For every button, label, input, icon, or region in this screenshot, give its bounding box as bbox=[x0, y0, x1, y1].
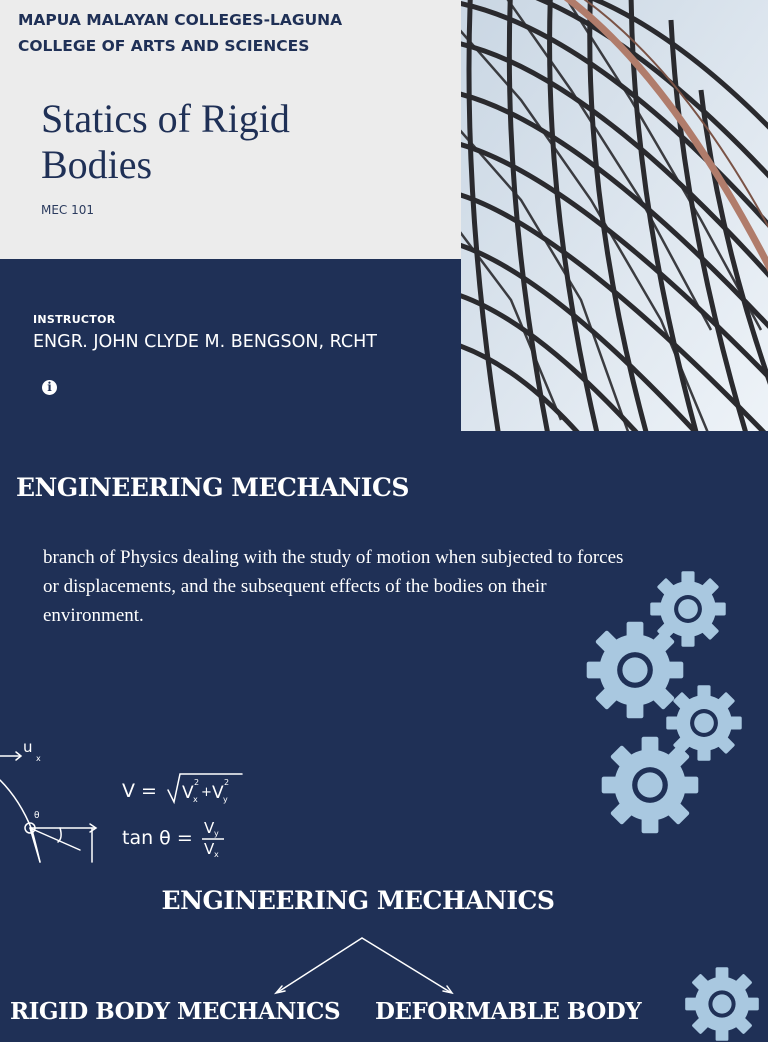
svg-text:+: + bbox=[201, 785, 212, 800]
instructor-name: ENGR. JOHN CLYDE M. BENGSON, RCHT bbox=[33, 332, 377, 352]
college-name bbox=[18, 7, 342, 59]
instructor-label: INSTRUCTOR bbox=[33, 313, 116, 326]
architecture-photo bbox=[461, 0, 768, 431]
info-icon[interactable]: i bbox=[42, 380, 57, 395]
formula-vector-label: u bbox=[23, 738, 33, 756]
gear-icon-bottom bbox=[680, 962, 760, 1042]
page-title bbox=[41, 96, 421, 188]
diagram-heading: ENGINEERING MECHANICS bbox=[161, 886, 555, 915]
college-line-2: COLLEGE OF ARTS AND SCIENCES bbox=[18, 37, 310, 55]
svg-text:V: V bbox=[182, 783, 194, 803]
gears-illustration bbox=[580, 565, 750, 845]
definition-text: branch of Physics dealing with the study of motion when subjected to forces or displacements, and the subsequent effects of the bodies on their environment. bbox=[43, 547, 624, 626]
branch-arrows bbox=[260, 930, 470, 1000]
svg-text:V: V bbox=[212, 783, 224, 803]
branch-deformable-body: DEFORMABLE BODY bbox=[375, 998, 642, 1025]
velocity-formula-sketch bbox=[0, 730, 260, 870]
svg-text:V: V bbox=[204, 819, 215, 837]
formula-tan-equals: tan θ = bbox=[122, 827, 193, 849]
gear-icon-4 bbox=[602, 737, 699, 834]
svg-text:2: 2 bbox=[224, 778, 230, 787]
title-line-1: Statics of Rigid bbox=[41, 96, 290, 141]
lattice-roof-image bbox=[461, 0, 768, 431]
svg-text:x: x bbox=[193, 795, 198, 804]
svg-text:y: y bbox=[223, 795, 228, 804]
svg-text:x: x bbox=[214, 850, 219, 859]
formula-vector-sub: x bbox=[36, 754, 41, 763]
svg-text:2: 2 bbox=[194, 778, 200, 787]
branch-rigid-body: RIGID BODY MECHANICS bbox=[10, 998, 341, 1025]
svg-text:y: y bbox=[214, 829, 219, 838]
section-heading: ENGINEERING MECHANICS bbox=[16, 473, 409, 502]
title-line-2: Bodies bbox=[41, 142, 153, 187]
course-code: MEC 101 bbox=[41, 203, 95, 217]
formula-angle: θ bbox=[34, 811, 40, 821]
svg-text:V: V bbox=[204, 840, 215, 858]
college-line-1: MAPUA MALAYAN COLLEGES-LAGUNA bbox=[18, 11, 343, 29]
formula-v-equals: V = bbox=[122, 780, 157, 802]
gear-icon-2 bbox=[587, 622, 684, 719]
